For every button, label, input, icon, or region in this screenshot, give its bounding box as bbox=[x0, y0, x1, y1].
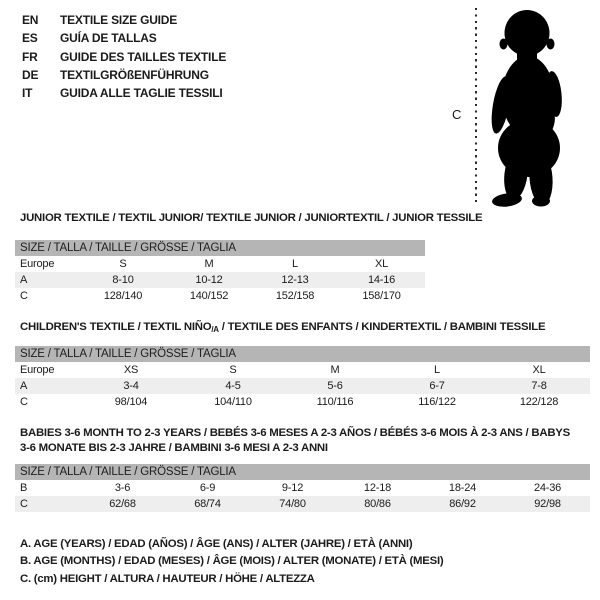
children-title-subscript: /A bbox=[211, 325, 219, 334]
table-cell: 10-12 bbox=[195, 274, 223, 286]
size-col-l: L bbox=[434, 364, 440, 376]
size-header-row bbox=[15, 464, 590, 480]
table-row-height bbox=[15, 288, 425, 304]
children-title-text: CHILDREN'S TEXTILE / TEXTIL NIÑO bbox=[20, 321, 212, 333]
table-cell: 8-10 bbox=[112, 274, 134, 286]
language-code: EN bbox=[22, 13, 39, 28]
size-header-bar: SIZE / TALLA / TAILLE / GRÖSSE / TAGLIA bbox=[15, 346, 590, 362]
language-label: GUIDA ALLE TAGLIE TESSILI bbox=[60, 86, 223, 101]
table-cell: 6-9 bbox=[199, 482, 216, 494]
table-cell: 68/74 bbox=[194, 498, 221, 510]
row-label: Europe bbox=[20, 258, 55, 270]
baby-silhouette-image bbox=[488, 8, 578, 207]
table-cell: 24-36 bbox=[533, 482, 562, 494]
table-cell: 6-7 bbox=[429, 380, 445, 392]
size-col-s: S bbox=[119, 258, 127, 270]
table-cell: 116/122 bbox=[418, 396, 456, 408]
row-label: A bbox=[20, 274, 28, 286]
table-row-europe bbox=[15, 256, 425, 272]
table-cell: 128/140 bbox=[103, 290, 143, 302]
table-cell: 140/152 bbox=[189, 290, 229, 302]
size-col-xl: XL bbox=[374, 258, 389, 270]
children-size-table bbox=[15, 346, 590, 410]
babies-size-table bbox=[15, 464, 590, 512]
size-header-bar: SIZE / TALLA / TAILLE / GRÖSSE / TAGLIA bbox=[15, 464, 590, 480]
language-code: FR bbox=[22, 49, 38, 64]
footnote-age-months: B. AGE (MONTHS) / EDAD (MESES) / ÂGE (MOIS) / ALTER (MONATE) / ETÀ (MESI) bbox=[20, 555, 444, 568]
table-cell: 3-4 bbox=[123, 380, 139, 392]
babies-section-title: BABIES 3-6 MONTH TO 2-3 YEARS / BEBÉS 3-6 MESES A 2-3 AÑOS / BÉBÉS 3-6 MOIS À 2-3 ANS / BABYS 3-6 MONATE BIS 2-3 JAHRE / BAMBINI 3-6 MESI A 2-3 ANNI bbox=[20, 427, 570, 455]
size-col-m: M bbox=[330, 364, 340, 376]
table-cell: 152/158 bbox=[275, 290, 315, 302]
table-row-height bbox=[15, 496, 590, 512]
table-cell: 12-13 bbox=[281, 274, 309, 286]
size-col-l: L bbox=[292, 258, 298, 270]
language-label: GUIDE DES TAILLES TEXTILE bbox=[60, 49, 227, 64]
language-label: TEXTILE SIZE GUIDE bbox=[60, 13, 178, 28]
table-cell: 62/68 bbox=[109, 498, 136, 510]
table-cell: 122/128 bbox=[519, 396, 559, 408]
row-label: C bbox=[20, 290, 28, 302]
row-label: B bbox=[20, 482, 28, 494]
language-code: IT bbox=[22, 86, 33, 101]
table-cell: 110/116 bbox=[316, 396, 354, 408]
table-cell: 86/92 bbox=[449, 498, 476, 510]
children-section-title bbox=[20, 321, 545, 333]
footnote-legend bbox=[20, 536, 443, 588]
table-row-europe bbox=[15, 362, 590, 378]
children-title-text: / TEXTILE DES ENFANTS / KINDERTEXTIL / BAMBINI TESSILE bbox=[218, 321, 546, 333]
size-header-row bbox=[15, 240, 425, 256]
table-row-height bbox=[15, 394, 590, 410]
junior-section-title: JUNIOR TEXTILE / TEXTIL JUNIOR/ TEXTILE JUNIOR / JUNIORTEXTIL / JUNIOR TESSILE bbox=[20, 212, 483, 224]
language-code: DE bbox=[22, 68, 39, 83]
size-header-bar: SIZE / TALLA / TAILLE / GRÖSSE / TAGLIA bbox=[15, 240, 425, 256]
table-cell: 14-16 bbox=[367, 274, 396, 286]
table-cell: 98/104 bbox=[114, 396, 148, 408]
height-measure-label: C bbox=[452, 107, 462, 122]
table-cell: 92/98 bbox=[534, 498, 561, 510]
language-code: ES bbox=[22, 31, 38, 46]
table-cell: 9-12 bbox=[281, 482, 304, 494]
table-row-age-months bbox=[15, 480, 590, 496]
table-cell: 7-8 bbox=[531, 380, 547, 392]
language-row-es bbox=[22, 29, 226, 47]
language-row-en bbox=[22, 11, 226, 29]
language-label: TEXTILGRÖßENFÜHRUNG bbox=[60, 68, 209, 83]
language-label: GUÍA DE TALLAS bbox=[60, 31, 157, 46]
table-cell: 18-24 bbox=[448, 482, 477, 494]
size-header-row bbox=[15, 346, 590, 362]
row-label: A bbox=[20, 380, 28, 392]
height-dotted-line bbox=[475, 8, 477, 206]
size-col-s: S bbox=[229, 364, 237, 376]
table-cell: 3-6 bbox=[114, 482, 131, 494]
table-cell: 5-6 bbox=[327, 380, 343, 392]
size-col-m: M bbox=[204, 258, 214, 270]
row-label: C bbox=[20, 498, 28, 510]
language-row-de bbox=[22, 66, 226, 84]
footnote-age-years: A. AGE (YEARS) / EDAD (AÑOS) / ÂGE (ANS) / ALTER (JAHRE) / ETÀ (ANNI) bbox=[20, 538, 413, 550]
table-cell: 80/86 bbox=[364, 498, 391, 510]
table-row-age bbox=[15, 378, 590, 394]
size-col-xl: XL bbox=[532, 364, 546, 376]
table-row-age bbox=[15, 272, 425, 288]
table-cell: 12-18 bbox=[363, 482, 392, 494]
language-list bbox=[22, 11, 226, 102]
language-row-it bbox=[22, 84, 226, 102]
junior-size-table bbox=[15, 240, 425, 304]
footnote-height-cm: C. (cm) HEIGHT / ALTURA / HAUTEUR / HÖHE / ALTEZZA bbox=[20, 572, 315, 585]
row-label: C bbox=[20, 396, 28, 408]
table-cell: 74/80 bbox=[279, 498, 306, 510]
table-cell: 4-5 bbox=[225, 380, 241, 392]
language-row-fr bbox=[22, 48, 226, 66]
table-cell: 158/170 bbox=[362, 290, 401, 302]
table-cell: 104/110 bbox=[214, 396, 252, 408]
row-label: Europe bbox=[20, 364, 55, 376]
size-col-xs: XS bbox=[123, 364, 139, 376]
